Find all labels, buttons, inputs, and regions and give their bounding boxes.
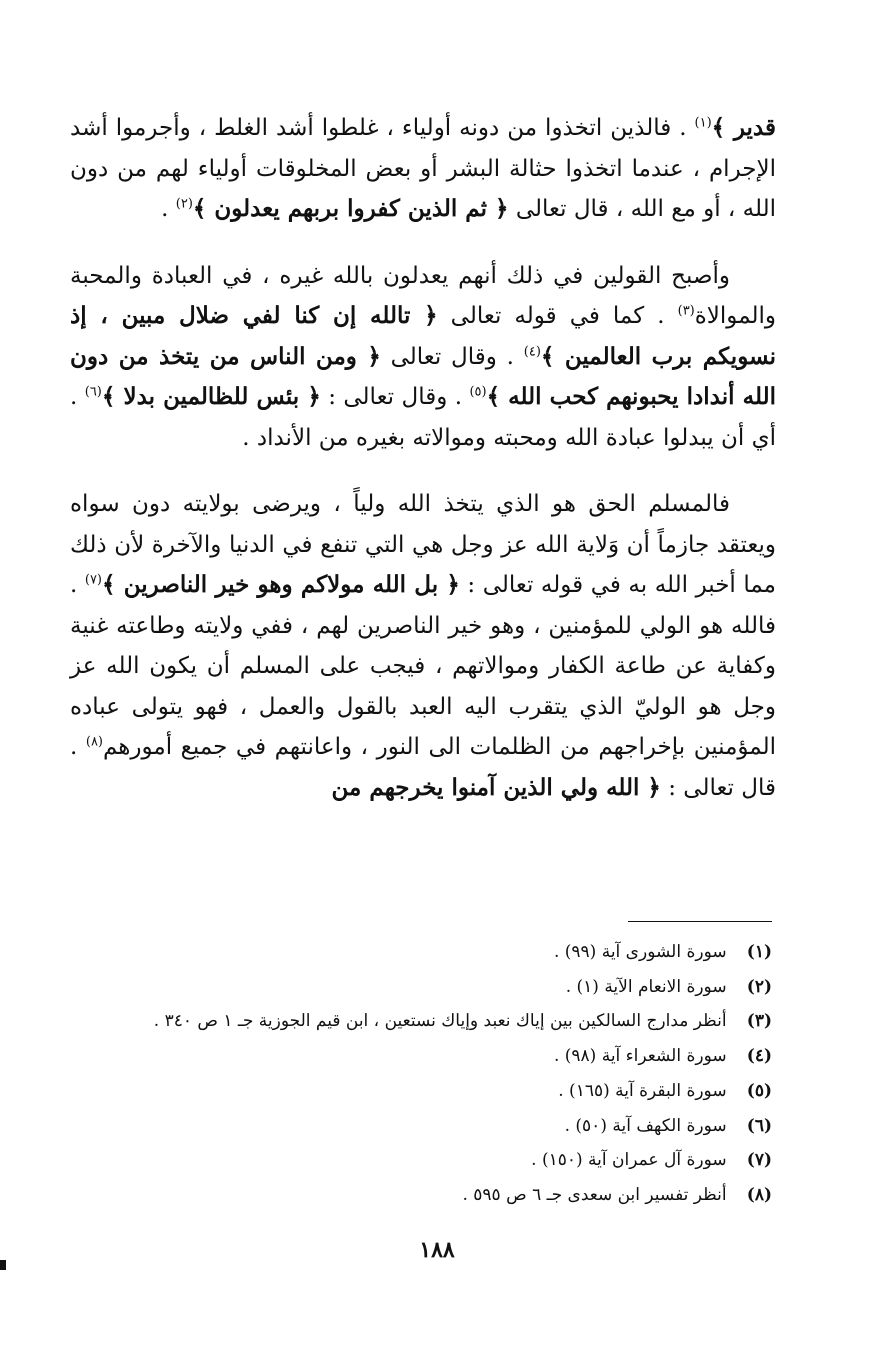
quran-quote: ﴿ تالله إن كنا لفي ضلال مبين ، إذ نسويكم برب العالمين ﴾ [70,302,776,370]
quran-quote: ﴿ بل الله مولاكم وهو خير الناصرين ﴾ [102,571,460,598]
paragraph-text: . وقال تعالى [380,343,524,370]
scan-edge-mark [0,1260,6,1270]
footnote-item [92,1074,772,1109]
footnote-ref: (٨) [85,734,103,750]
footnote-ref: (٥) [469,384,487,400]
paragraph-text: . كما في قوله تعالى [437,303,678,329]
footnote-number: (٥) [746,1080,772,1101]
footnote-text: سورة الانعام الآية (١) . [565,976,727,997]
page-number: ١٨٨ [419,1237,455,1263]
footnote-text: سورة الكهف آية (٥٠) . [564,1115,727,1136]
paragraph-text: . [161,196,176,222]
footnote-number: (٧) [746,1150,772,1171]
paragraph-text: فالمسلم الحق هو الذي يتخذ الله ولياً ، ويرضى بولايته دون سواه ويعتقد جازماً أن وَلاية الله عز وجل هي التي تنفع في الدنيا والآخرة لأن ذلك مما أخبر الله به في قوله تعالى : [70,491,776,598]
footnote-item [92,935,772,970]
footnote-text: سورة الشعراء آية (٩٨) . [553,1046,727,1067]
footnotes-list [92,935,772,1213]
footnote-ref: (٢) [175,196,193,212]
footnote-number: (٤) [746,1046,772,1067]
footnote-number: (١) [746,942,772,962]
footnote-ref: (٣) [677,303,695,319]
footnote-text: سورة الشورى آية (٩٩) . [553,942,727,962]
footnote-item [92,970,772,1005]
quran-quote: ﴿ بئس للظالمين بدلا ﴾ [101,383,321,410]
paragraph-text: وأصبح القولين في ذلك أنهم يعدلون بالله غيره ، في العبادة والمحبة والموالاة [70,262,776,329]
footnote-number: (٢) [746,976,772,997]
paragraph-2 [70,256,776,459]
footnote-text: سورة البقرة آية (١٦٥) . [558,1080,727,1101]
paragraph-3 [70,484,776,808]
footnote-number: (٨) [746,1184,772,1205]
footnote-ref: (٦) [84,384,102,400]
footnote-text: أنظر تفسير ابن سعدى جـ ٦ ص ٥٩٥ . [462,1184,727,1205]
quran-quote: ﴿ ثم الذين كفروا بربهم يعدلون ﴾ [192,195,509,222]
paragraph-text: . قال تعالى : [70,734,776,801]
footnote-ref: (٧) [84,572,102,588]
paragraph-text: . أي أن يبدلوا عبادة الله ومحبته وموالاته بغيره من الأنداد . [70,384,776,451]
footnote-ref: (١) [694,115,712,131]
footnote-ref: (٤) [523,343,541,359]
page-body [70,108,776,808]
footnote-text: سورة آل عمران آية (١٥٠) . [531,1150,727,1171]
footnote-item [92,1109,772,1144]
footnote-separator [628,921,772,922]
footnote-item [92,1178,772,1213]
quran-quote: ﴿ ومن الناس من يتخذ من دون الله أندادا يحبونهم كحب الله ﴾ [70,342,776,410]
footnote-text: أنظر مدارج السالكين بين إياك نعبد وإياك نستعين ، ابن قيم الجوزية جـ ١ ص ٣٤٠ . [153,1011,727,1032]
footnote-number: (٣) [746,1011,772,1032]
footnote-item [92,1004,772,1039]
paragraph-text: . فالله هو الولي للمؤمنين ، وهو خير الناصرين لهم ، ففي ولايته وطاعته غنية وكفاية عن طاعة الكفار وموالاتهم ، فيجب على المسلم أن يكون الله عز وجل هو الوليّ الذي يتقرب اليه العبد بالقول والعمل ، فهو يتولى عباده المؤمنين بإخراجهم من الظلمات الى النور ، واعانتهم في جميع أمورهم [70,572,776,760]
paragraph-1 [70,108,776,230]
quran-quote: ﴿ الله ولي الذين آمنوا يخرجهم من [331,773,661,801]
paragraph-text: . فالذين اتخذوا من دونه أولياء ، غلطوا أشد الغلط ، وأجرموا أشد الإجرام ، عندما اتخذوا حثالة البشر أو بعض المخلوقات أولياء لهم من دون الله ، أو مع الله ، قال تعالى [70,115,776,222]
paragraph-text: . وقال تعالى : [320,384,470,410]
footnote-item [92,1039,772,1074]
quran-quote: قدير ﴾ [711,114,776,141]
footnote-number: (٦) [746,1115,772,1136]
footnote-item [92,1143,772,1178]
